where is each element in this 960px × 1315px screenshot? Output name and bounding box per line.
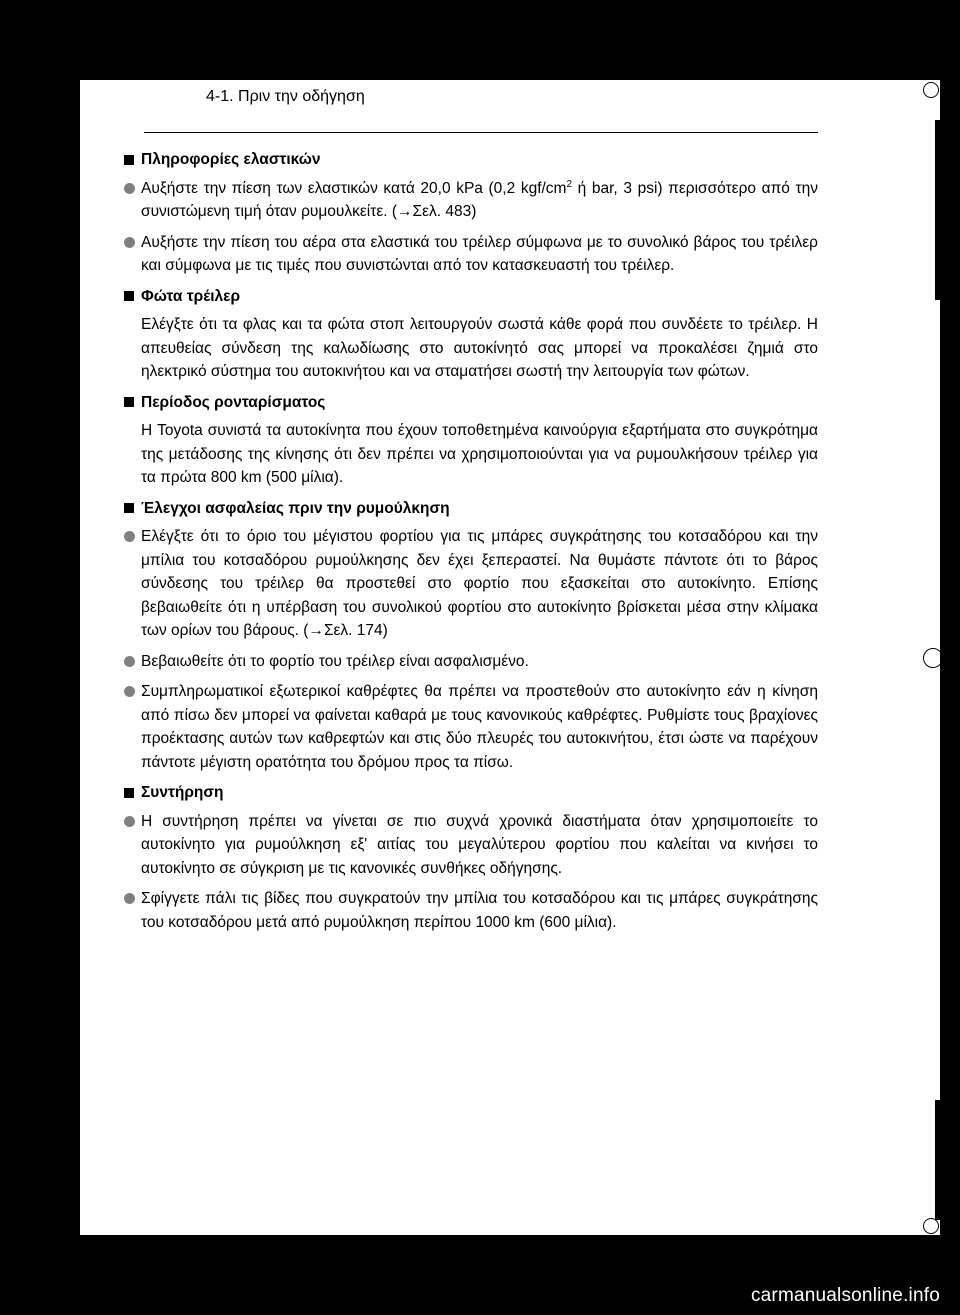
registration-mark-icon <box>923 1218 939 1234</box>
page-header: 4-1. Πριν την οδήγηση <box>206 88 365 105</box>
circle-bullet-icon <box>124 893 135 904</box>
square-bullet-icon <box>124 788 134 798</box>
circle-bullet-icon <box>124 531 135 542</box>
header-rule <box>144 132 818 133</box>
section-title: Έλεγχοι ασφαλείας πριν την ρυμούλκηση <box>124 497 818 521</box>
circle-bullet-icon <box>124 816 135 827</box>
circle-bullet-icon <box>124 237 135 248</box>
square-bullet-icon <box>124 291 134 301</box>
circle-bullet-icon <box>124 183 135 194</box>
bullet-item: Αυξήστε την πίεση του αέρα στα ελαστικά του τρέιλερ σύμφωνα με το συνολικό βάρος του τρέιλερ και σύμφωνα με τις τιμές που συνιστώνται από τον κατασκευαστή του τρέιλερ. <box>124 231 818 278</box>
circle-bullet-icon <box>124 686 135 697</box>
square-bullet-icon <box>124 397 134 407</box>
square-bullet-icon <box>124 503 134 513</box>
bullet-item: Αυξήστε την πίεση των ελαστικών κατά 20,0 kPa (0,2 kgf/$cm^2$ ή bar, 3 psi) περισσότερο από την συνιστώμενη τιμή όταν ρυμουλκείτε. (→Σελ. 483) <box>124 177 818 224</box>
edge-mark <box>935 1100 940 1220</box>
bullet-item: Σφίγγετε πάλι τις βίδες που συγκρατούν την μπίλια του κοτσαδόρου και τις μπάρες συγκράτησης του κοτσαδόρου μετά από ρυμούλκηση περίπου 1000 km (600 μίλια). <box>124 887 818 934</box>
section-title: Περίοδος ρονταρίσματος <box>124 391 818 415</box>
section-title: Συντήρηση <box>124 781 818 805</box>
section-paragraph: Ελέγξτε ότι τα φλας και τα φώτα στοπ λειτουργούν σωστά κάθε φορά που συνδέετε το τρέιλερ. Η απευθείας σύνδεση της καλωδίωσης στο αυτοκίνητό σας μπορεί να προκαλέσει ζημιά στο ηλεκτρικό σύστημα του αυτοκινήτου και να σταματήσει σωστή την λειτουργία των φώτων. <box>141 316 818 380</box>
watermark: carmanualsonline.info <box>750 1285 940 1306</box>
registration-mark-icon <box>923 82 939 98</box>
registration-mark-icon <box>923 648 940 668</box>
page-content <box>124 142 818 941</box>
section-title: Πληροφορίες ελαστικών <box>124 148 818 172</box>
bullet-item: Η συντήρηση πρέπει να γίνεται σε πιο συχνά χρονικά διαστήματα όταν χρησιμοποιείτε το αυτοκίνητο για ρυμούλκηση εξ' αιτίας του μεγαλύτερου φορτίου που καλείται να κινήσει το αυτοκίνητο σε σύγκριση με τις κανονικές συνθήκες οδήγησης. <box>124 810 818 881</box>
square-bullet-icon <box>124 155 134 165</box>
bullet-item: Βεβαιωθείτε ότι το φορτίο του τρέιλερ είναι ασφαλισμένο. <box>124 650 818 674</box>
bullet-item: Συμπληρωματικοί εξωτερικοί καθρέφτες θα πρέπει να προστεθούν στο αυτοκίνητο εάν η κίνηση από πίσω δεν μπορεί να φαίνεται καθαρά με τους κανονικούς καθρέφτες. Ρυθμίστε τους βραχίονες προέκτασης αυτών των καθρεφτών και στις δύο πλευρές του αυτοκινήτου, έτσι ώστε να παρέχουν πάντοτε μέγιστη ορατότητα του δρόμου προς τα πίσω. <box>124 680 818 774</box>
edge-mark <box>935 120 940 300</box>
circle-bullet-icon <box>124 656 135 667</box>
section-paragraph: Η Toyota συνιστά τα αυτοκίνητα που έχουν τοποθετημένα καινούργια εξαρτήματα στο συγκρότημα της μετάδοσης της κίνησης ότι δεν πρέπει να χρησιμοποιούνται για να ρυμουλκήσουν τρέιλερ για τα πρώτα 800 km (500 μίλια). <box>141 422 818 486</box>
section-title: Φώτα τρέιλερ <box>124 285 818 309</box>
manual-page <box>80 80 940 1235</box>
bullet-item: Ελέγξτε ότι το όριο του μέγιστου φορτίου για τις μπάρες συγκράτησης του κοτσαδόρου και την μπίλια του κοτσαδόρου ρυμούλκησης δεν έχει ξεπεραστεί. Να θυμάστε πάντοτε ότι το βάρος σύνδεσης του τρέιλερ θα προστεθεί στο φορτίο που εξασκείται στο αυτοκίνητο. Επίσης βεβαιωθείτε ότι η υπέρβαση του συνολικού φορτίου στο αυτοκίνητο βρίσκεται μέσα στην κλίμακα των ορίων του βάρους. (→Σελ. 174) <box>124 525 818 643</box>
